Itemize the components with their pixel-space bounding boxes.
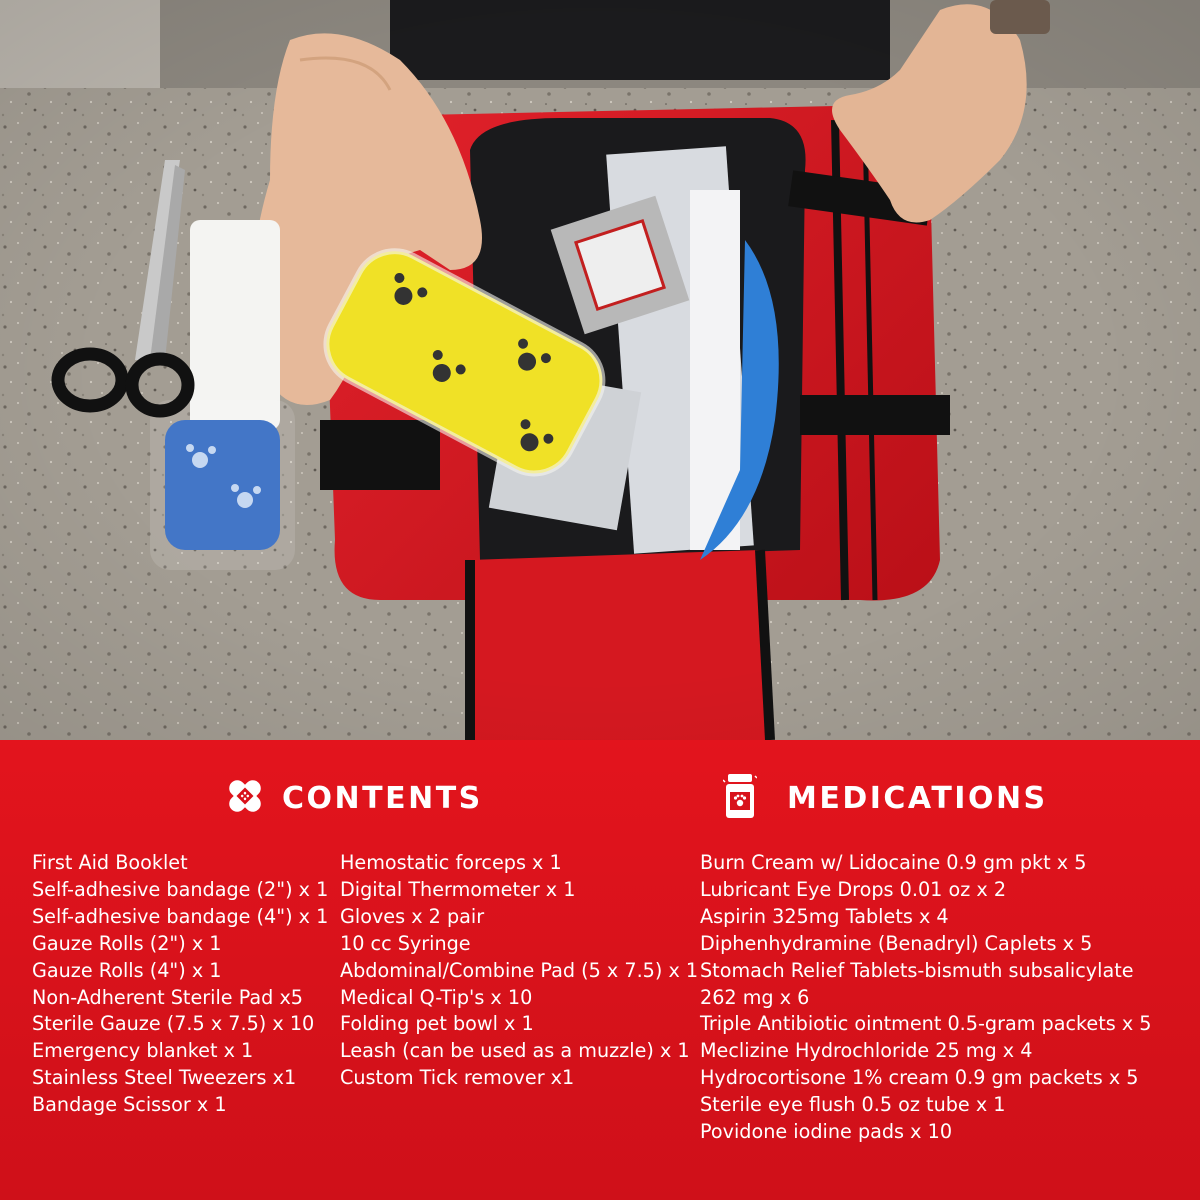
list-item: Gauze Rolls (2") x 1 xyxy=(32,931,222,955)
list-item: First Aid Booklet xyxy=(32,851,188,874)
list-item: Aspirin 325mg Tablets x 4 xyxy=(700,904,949,928)
pet-medicine-bottle-icon xyxy=(723,772,757,825)
list-item: Leash (can be used as a muzzle) x 1 xyxy=(340,1039,690,1063)
list-item: Emergency blanket x 1 xyxy=(32,1039,254,1063)
list-item: Self-adhesive bandage (4") x 1 xyxy=(32,904,329,928)
list-item: Triple Antibiotic ointment 0.5-gram packets x 5 xyxy=(700,1012,1152,1036)
list-item: Stomach Relief Tablets-bismuth subsalicylate xyxy=(700,958,1134,982)
list-item: Medical Q-Tip's x 10 xyxy=(340,985,533,1009)
contents-heading xyxy=(222,778,483,818)
list-item: Digital Thermometer x 1 xyxy=(340,877,576,901)
list-item: Burn Cream w/ Lidocaine 0.9 gm pkt x 5 xyxy=(700,851,1087,874)
contents-list-column-1 xyxy=(32,850,328,1119)
medications-heading xyxy=(723,778,1048,818)
medications-title: MEDICATIONS xyxy=(787,780,1048,816)
list-item: Hemostatic forceps x 1 xyxy=(340,851,562,874)
list-item: Bandage Scissor x 1 xyxy=(32,1093,227,1117)
list-item: Hydrocortisone 1% cream 0.9 gm packets x 5 xyxy=(700,1066,1139,1090)
contents-list-column-2 xyxy=(340,850,698,1092)
contents-title: CONTENTS xyxy=(282,780,483,816)
list-item: Gloves x 2 pair xyxy=(340,904,485,928)
list-item: Povidone iodine pads x 10 xyxy=(700,1120,953,1144)
list-item: Custom Tick remover x1 xyxy=(340,1066,575,1090)
list-item: Lubricant Eye Drops 0.01 oz x 2 xyxy=(700,877,1007,901)
list-item: Folding pet bowl x 1 xyxy=(340,1012,534,1036)
list-item: Gauze Rolls (4") x 1 xyxy=(32,958,222,982)
blue-paw-bandage xyxy=(150,400,295,570)
list-item: Sterile eye flush 0.5 oz tube x 1 xyxy=(700,1093,1006,1117)
list-item: 10 cc Syringe xyxy=(340,931,471,955)
list-item: Non-Adherent Sterile Pad x5 xyxy=(32,985,304,1009)
list-item: Diphenhydramine (Benadryl) Caplets x 5 xyxy=(700,931,1093,955)
list-item: Stainless Steel Tweezers x1 xyxy=(32,1066,297,1090)
gauze-roll xyxy=(190,220,280,430)
list-item: 262 mg x 6 xyxy=(700,985,810,1009)
list-item: Meclizine Hydrochloride 25 mg x 4 xyxy=(700,1039,1033,1063)
info-panel xyxy=(0,740,1200,1200)
bandage-icon xyxy=(222,773,268,824)
list-item: Sterile Gauze (7.5 x 7.5) x 10 xyxy=(32,1012,315,1036)
medications-list xyxy=(700,850,1152,1146)
list-item: Self-adhesive bandage (2") x 1 xyxy=(32,877,329,901)
list-item: Abdominal/Combine Pad (5 x 7.5) x 1 xyxy=(340,958,699,982)
